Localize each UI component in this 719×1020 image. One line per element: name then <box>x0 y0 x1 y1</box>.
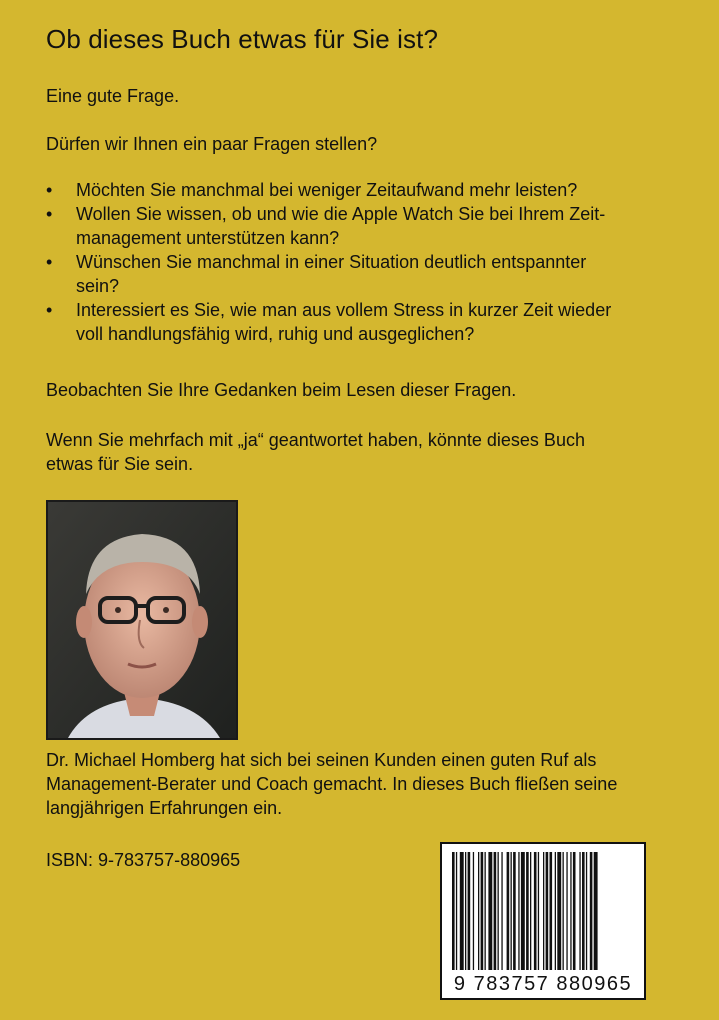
barcode-bar <box>570 852 571 970</box>
barcode-bar <box>582 852 585 970</box>
barcode-bar <box>460 852 464 970</box>
list-item: • Wünschen Sie manchmal in einer Situation deutlich entspannter sein? <box>46 252 587 296</box>
barcode-bar <box>485 852 486 970</box>
barcode-bar <box>526 852 529 970</box>
bullet-icon: • <box>46 204 53 224</box>
author-bio: Dr. Michael Homberg hat sich bei seinen Kunden einen guten Ruf als Management-Berater und Coach gemacht. In dieses Buch fließen seine langjährigen Erfahrungen ein. <box>46 750 618 818</box>
barcode-digits: 9 783757 880965 <box>453 973 633 995</box>
barcode-bar <box>538 852 539 970</box>
barcode-bar <box>557 852 561 970</box>
bullet-icon: • <box>46 252 53 272</box>
barcode-bar <box>511 852 512 970</box>
isbn-text: ISBN: 9-783757-880965 <box>46 850 241 870</box>
barcode-bar <box>573 852 576 970</box>
intro-line-1: Eine gute Frage. <box>46 86 180 106</box>
list-item: • Möchten Sie manchmal bei weniger Zeitaufwand mehr leisten? <box>46 180 578 200</box>
barcode-bar <box>507 852 510 970</box>
barcode-bar <box>594 852 598 970</box>
intro-line-2: Dürfen wir Ihnen ein paar Fragen stellen? <box>46 134 378 154</box>
barcode-bar <box>530 852 531 970</box>
barcode-bar <box>456 852 457 970</box>
question-list <box>46 178 666 346</box>
barcode-bar <box>501 852 502 970</box>
barcode-bar <box>473 852 474 970</box>
barcode-bar <box>498 852 499 970</box>
observe-text: Beobachten Sie Ihre Gedanken beim Lesen dieser Fragen. <box>46 380 517 400</box>
barcode-bar <box>546 852 549 970</box>
barcode-bar <box>468 852 471 970</box>
barcode-bar <box>481 852 484 970</box>
barcode-bar <box>494 852 497 970</box>
bullet-icon: • <box>46 300 53 320</box>
barcode-bar <box>566 852 567 970</box>
author-photo <box>46 500 238 740</box>
barcode-bars <box>452 852 634 970</box>
page-title: Ob dieses Buch etwas für Sie ist? <box>46 24 439 54</box>
list-item: • Wollen Sie wissen, ob und wie die Apple Watch Sie bei Ihrem Zeit- management unterstützen kann? <box>46 204 606 248</box>
barcode-bar <box>465 852 466 970</box>
barcode-bar <box>563 852 564 970</box>
bullet-icon: • <box>46 180 53 200</box>
barcode-bar <box>555 852 556 970</box>
barcode-bar <box>543 852 544 970</box>
barcode-bar <box>550 852 553 970</box>
barcode-bar <box>579 852 580 970</box>
barcode-bar <box>521 852 525 970</box>
barcode-bar <box>452 852 455 970</box>
barcode-bar <box>488 852 492 970</box>
barcode-bar <box>590 852 593 970</box>
barcode-bar <box>478 852 479 970</box>
barcode-bar <box>513 852 516 970</box>
barcode-bar <box>518 852 519 970</box>
barcode-bar <box>534 852 537 970</box>
answer-text: Wenn Sie mehrfach mit „ja“ geantwortet haben, könnte dieses Buch etwas für Sie sein. <box>46 430 585 474</box>
isbn-barcode <box>440 842 646 1000</box>
barcode-bar <box>586 852 587 970</box>
list-item: • Interessiert es Sie, wie man aus vollem Stress in kurzer Zeit wieder voll handlungsfähig wird, ruhig und ausgeglichen? <box>46 300 612 344</box>
